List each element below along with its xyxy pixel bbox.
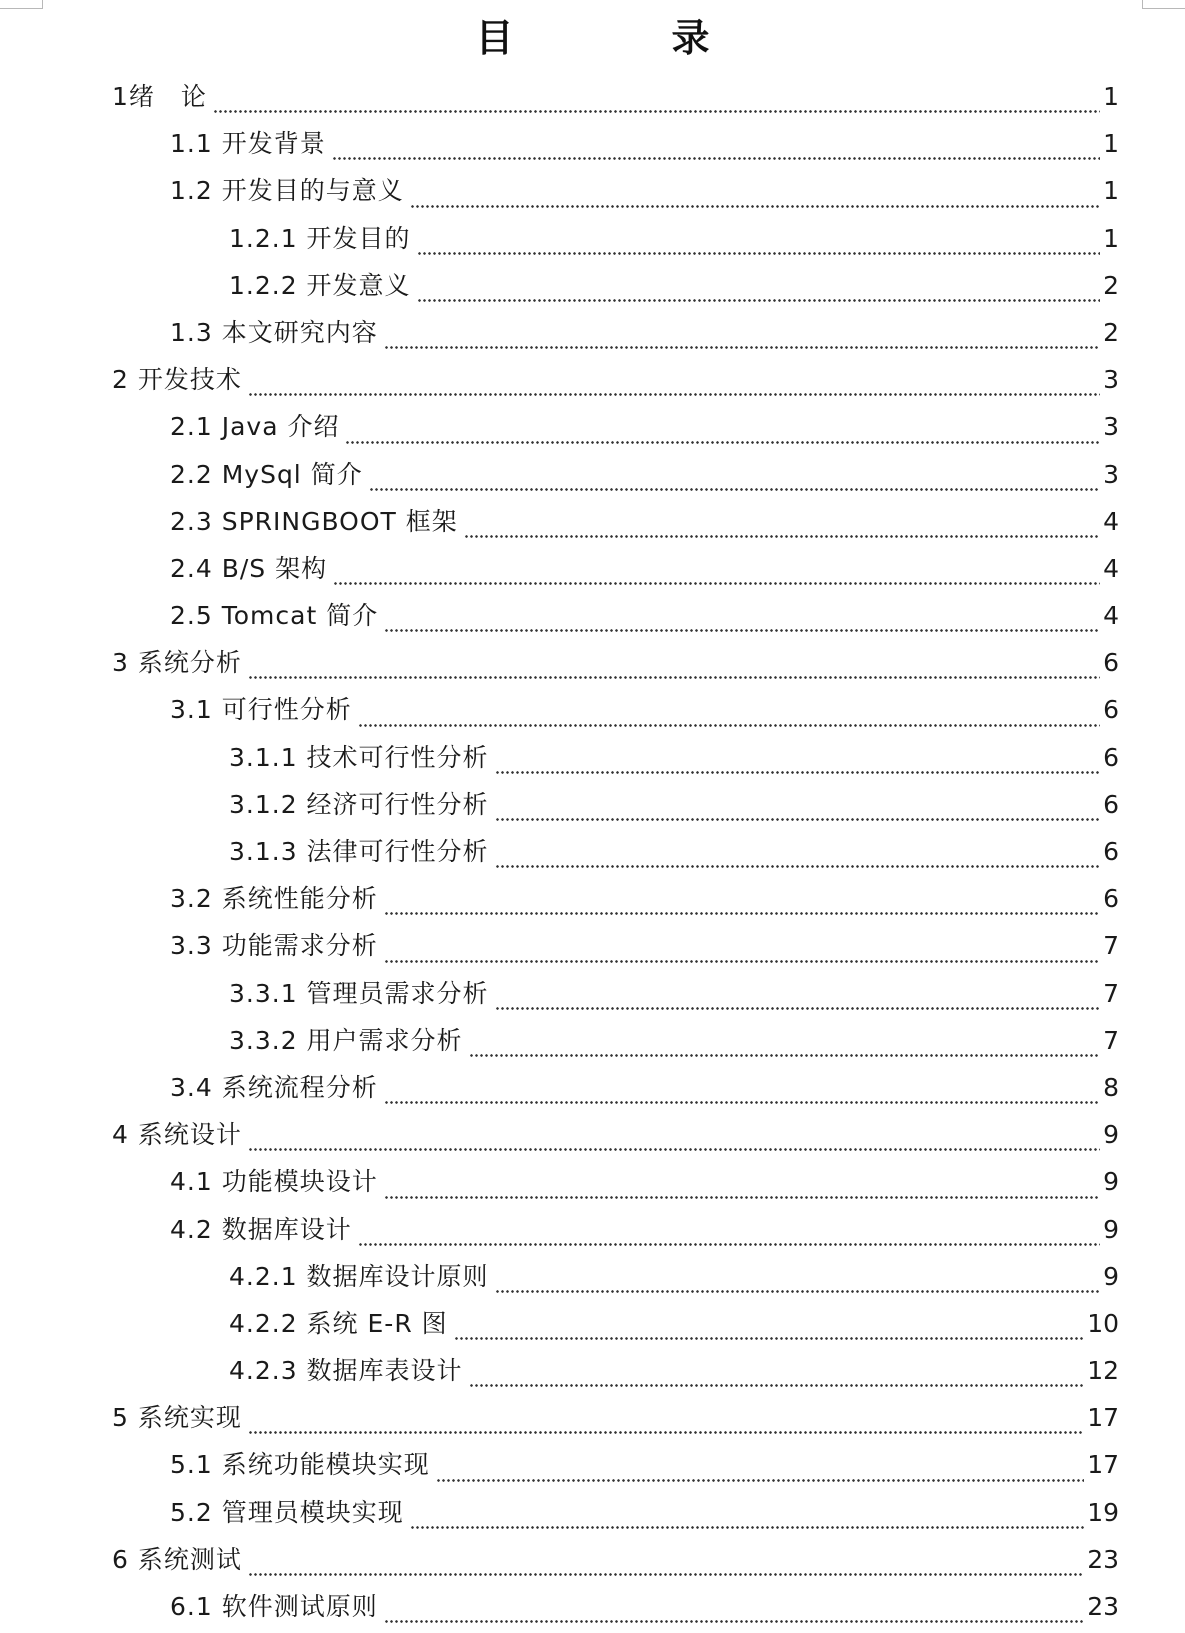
toc-entry[interactable] [0,170,1185,217]
toc-dot-leader [410,205,1100,208]
toc-dot-leader [384,912,1100,915]
toc-entry[interactable] [0,1539,1185,1586]
toc-entry[interactable] [0,265,1185,312]
toc-entry[interactable] [0,454,1185,501]
toc-entry-page-number: 12 [1087,1356,1119,1386]
toc-dot-leader [384,346,1100,349]
toc-entry-label: 1.1 开发背景 [170,129,326,159]
toc-entry-page-number: 23 [1087,1544,1119,1574]
toc-entry-page-number: 19 [1087,1497,1119,1527]
toc-dot-leader [332,157,1100,160]
toc-entry[interactable] [0,1586,1185,1633]
toc-entry-label: 4.2.3 数据库表设计 [229,1356,463,1386]
toc-entry[interactable] [0,1209,1185,1256]
toc-entry[interactable] [0,1303,1185,1350]
toc-entry-page-number: 7 [1103,931,1119,961]
toc-entry-page-number: 9 [1103,1120,1119,1150]
toc-dot-leader [384,1196,1100,1199]
toc-entry-page-number: 7 [1103,1025,1119,1055]
toc-entry-page-number: 9 [1103,1261,1119,1291]
toc-dot-leader [495,771,1101,774]
toc-entry-label: 4.2 数据库设计 [170,1214,352,1244]
toc-dot-leader [384,960,1100,963]
toc-entry-page-number: 6 [1103,742,1119,772]
toc-entry-page-number: 4 [1103,553,1119,583]
toc-entry[interactable] [0,595,1185,642]
table-of-contents [0,76,1185,1633]
toc-entry[interactable] [0,878,1185,925]
page-corner-mark-left [0,0,43,9]
toc-entry-label: 4 系统设计 [112,1120,242,1150]
toc-entry-page-number: 4 [1103,506,1119,536]
toc-dot-leader [333,582,1100,585]
toc-entry-label: 3.1.3 法律可行性分析 [229,837,489,866]
toc-dot-leader [495,818,1101,821]
toc-entry-label: 6 系统测试 [112,1544,242,1574]
toc-dot-leader [248,393,1100,396]
toc-dot-leader [436,1479,1084,1482]
toc-entry-label: 3.4 系统流程分析 [170,1072,378,1102]
toc-entry-page-number: 3 [1103,365,1119,395]
toc-entry[interactable] [0,1114,1185,1161]
toc-dot-leader [417,252,1101,255]
toc-entry[interactable] [0,1256,1185,1303]
toc-entry-page-number: 2 [1103,270,1119,300]
toc-dot-leader [384,1620,1084,1623]
toc-entry[interactable] [0,1067,1185,1114]
toc-entry[interactable] [0,312,1185,359]
toc-entry-page-number: 8 [1103,1072,1119,1102]
toc-entry-label: 3.3.2 用户需求分析 [229,1025,463,1055]
toc-entry-page-number: 4 [1103,601,1119,631]
toc-entry-label: 2.4 B/S 架构 [170,553,328,583]
toc-entry[interactable] [0,1444,1185,1491]
toc-entry[interactable] [0,406,1185,453]
toc-entry-page-number: 17 [1087,1450,1119,1480]
toc-dot-leader [248,1148,1100,1151]
toc-entry[interactable] [0,689,1185,736]
toc-entry-label: 4.1 功能模块设计 [170,1167,378,1197]
toc-dot-leader [469,1384,1085,1387]
toc-entry[interactable] [0,973,1185,1020]
toc-entry-page-number: 3 [1103,412,1119,442]
toc-entry-label: 3.3 功能需求分析 [170,931,378,961]
toc-entry-label: 3.1.2 经济可行性分析 [229,789,489,819]
toc-entry-page-number: 1 [1103,82,1119,111]
toc-dot-leader [358,724,1100,727]
toc-entry[interactable] [0,737,1185,784]
toc-entry-page-number: 3 [1103,459,1119,489]
toc-entry-page-number: 6 [1103,648,1119,678]
toc-dot-leader [384,629,1100,632]
toc-entry[interactable] [0,548,1185,595]
toc-dot-leader [369,488,1100,491]
toc-entry[interactable] [0,1397,1185,1444]
toc-entry-label: 1.2.2 开发意义 [229,270,411,300]
toc-dot-leader [345,441,1100,444]
toc-dot-leader [384,1101,1100,1104]
toc-entry-label: 1.3 本文研究内容 [170,317,378,347]
toc-entry-page-number: 6 [1103,884,1119,914]
toc-dot-leader [248,676,1100,679]
toc-entry-label: 3.2 系统性能分析 [170,884,378,914]
toc-dot-leader [495,865,1101,868]
toc-entry-label: 2.5 Tomcat 简介 [170,601,379,631]
toc-entry-page-number: 1 [1103,176,1119,206]
toc-entry-label: 1.2.1 开发目的 [229,223,411,253]
toc-entry-label: 2.2 MySql 简介 [170,459,363,489]
toc-entry-label: 4.2.1 数据库设计原则 [229,1261,489,1291]
toc-entry[interactable] [0,359,1185,406]
toc-entry[interactable] [0,642,1185,689]
toc-dot-leader [454,1337,1085,1340]
toc-entry[interactable] [0,831,1185,878]
toc-entry[interactable] [0,1020,1185,1067]
toc-entry[interactable] [0,501,1185,548]
toc-entry-label: 1.2 开发目的与意义 [170,176,404,206]
toc-entry-page-number: 17 [1087,1403,1119,1433]
page-corner-mark-right [1142,0,1185,9]
toc-entry-label: 3.3.1 管理员需求分析 [229,978,489,1008]
toc-entry[interactable] [0,925,1185,972]
page-title: 目 录 [475,16,770,60]
toc-entry[interactable] [0,123,1185,170]
toc-dot-leader [358,1243,1100,1246]
toc-dot-leader [248,1431,1084,1434]
toc-entry-page-number: 1 [1103,223,1119,253]
toc-entry-page-number: 6 [1103,837,1119,866]
toc-entry[interactable] [0,218,1185,265]
toc-entry-page-number: 9 [1103,1214,1119,1244]
toc-entry-page-number: 2 [1103,317,1119,347]
toc-entry-page-number: 9 [1103,1167,1119,1197]
toc-dot-leader [464,535,1100,538]
toc-dot-leader [410,1526,1084,1529]
toc-dot-leader [417,299,1101,302]
toc-entry-page-number: 6 [1103,789,1119,819]
toc-entry-label: 2.3 SPRINGBOOT 框架 [170,506,458,536]
toc-entry[interactable] [0,1161,1185,1208]
toc-dot-leader [213,110,1100,113]
toc-entry-page-number: 23 [1087,1592,1119,1621]
toc-entry-label: 5 系统实现 [112,1403,242,1433]
toc-entry-label: 3.1.1 技术可行性分析 [229,742,489,772]
toc-dot-leader [248,1573,1084,1576]
toc-entry[interactable] [0,784,1185,831]
toc-entry[interactable] [0,76,1185,123]
toc-entry-label: 1绪 论 [112,82,207,111]
toc-dot-leader [469,1054,1101,1057]
toc-entry-label: 3.1 可行性分析 [170,695,352,725]
toc-entry-page-number: 1 [1103,129,1119,159]
toc-dot-leader [495,1290,1101,1293]
toc-entry-label: 6.1 软件测试原则 [170,1592,378,1621]
toc-entry-page-number: 6 [1103,695,1119,725]
toc-entry-page-number: 7 [1103,978,1119,1008]
toc-entry-label: 2.1 Java 介绍 [170,412,340,442]
toc-dot-leader [495,1007,1101,1010]
toc-entry[interactable] [0,1492,1185,1539]
toc-entry-label: 5.1 系统功能模块实现 [170,1450,430,1480]
toc-entry-label: 2 开发技术 [112,365,242,395]
toc-entry-page-number: 10 [1087,1308,1119,1338]
toc-entry-label: 4.2.2 系统 E-R 图 [229,1308,448,1338]
toc-entry[interactable] [0,1350,1185,1397]
toc-entry-label: 5.2 管理员模块实现 [170,1497,404,1527]
toc-entry-label: 3 系统分析 [112,648,242,678]
